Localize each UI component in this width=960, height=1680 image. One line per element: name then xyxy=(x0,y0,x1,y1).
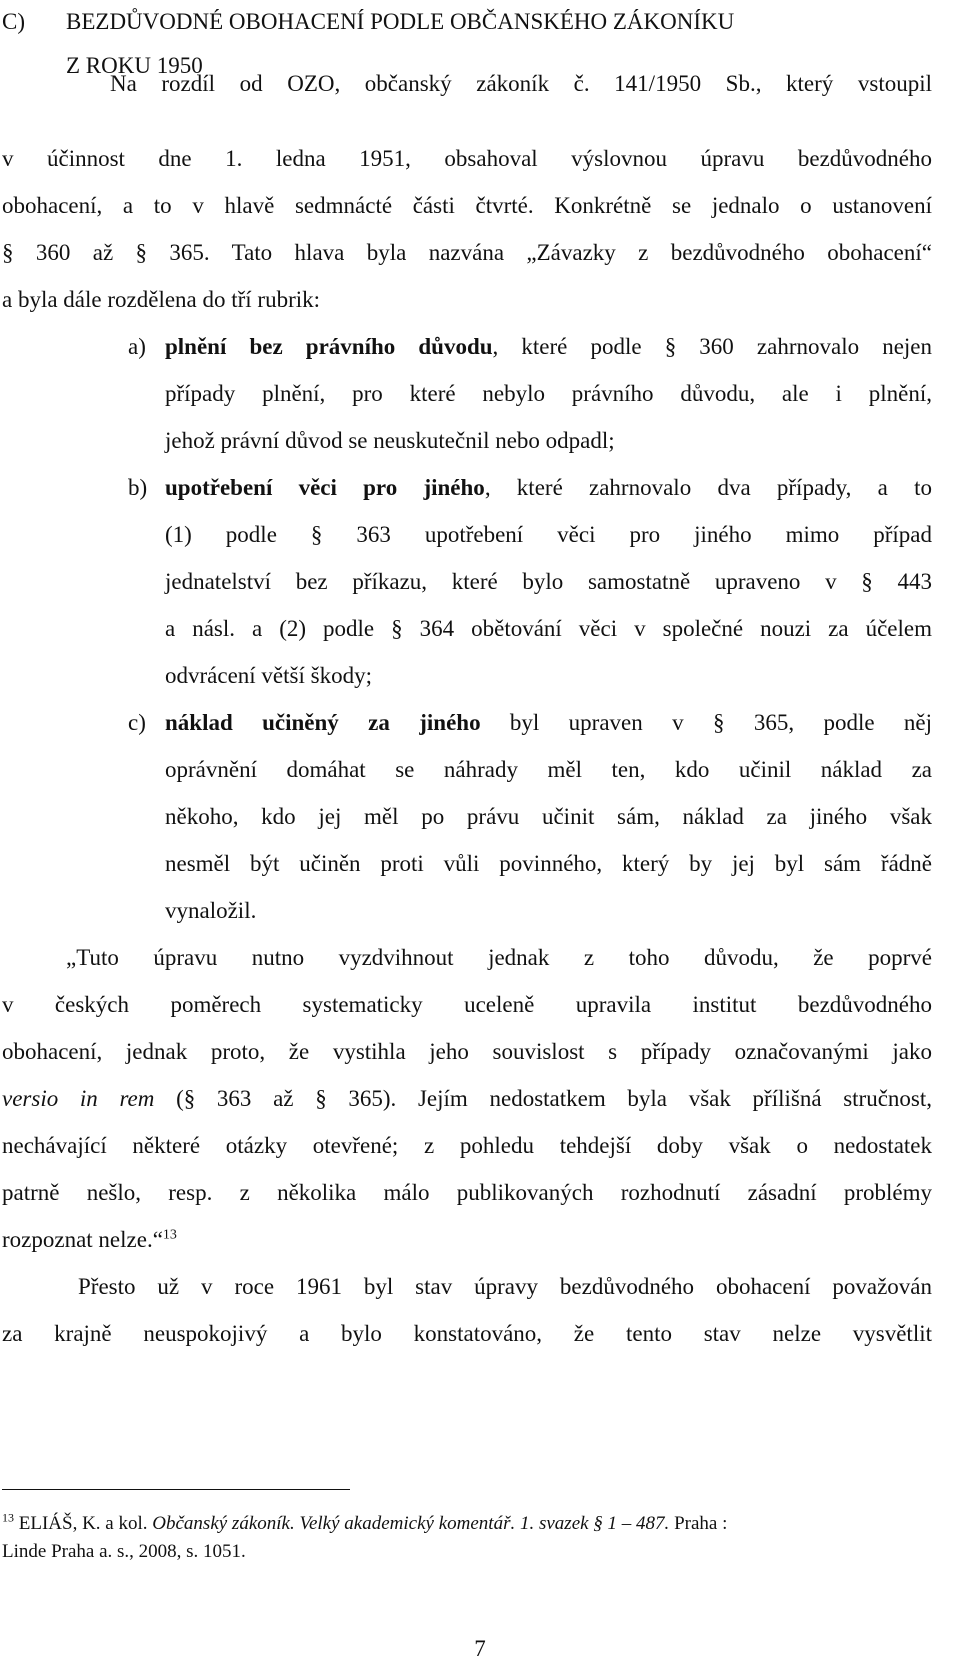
list-item-b-line2: (1) podle § 363 upotřebení věci pro jiného mimo případ xyxy=(165,522,932,547)
list-item-c-bold: náklad učiněný za jiného xyxy=(165,710,481,735)
closing-line-1: Přesto už v roce 1961 byl stav úpravy bezdůvodného obohacení považován xyxy=(78,1274,932,1299)
list-item-c-line2: oprávnění domáhat se náhrady měl ten, kdo učinil náklad za xyxy=(165,757,932,782)
footnote-separator xyxy=(2,1489,350,1490)
footnote-number: 13 xyxy=(2,1510,14,1525)
latin-term: versio in rem xyxy=(2,1086,155,1111)
intro-line-2: v účinnost dne 1. ledna 1951, obsahoval výslovnou úpravu bezdůvodného xyxy=(2,146,932,171)
closing-line-2: za krajně neuspokojivý a bylo konstatováno, že tento stav nelze vysvětlit xyxy=(2,1321,932,1346)
quote-line-5: nechávající některé otázky otevřené; z pohledu tehdejší doby však o nedostatek xyxy=(2,1133,932,1158)
list-item-b-line1: upotřebení věci pro jiného, které zahrnovalo dva případy, a to xyxy=(165,475,932,500)
quote-line-3: obohacení, jednak proto, že vystihla jeho souvislost s případy označovanými jako xyxy=(2,1039,932,1064)
quote-line-4: versio in rem (§ 363 až § 365). Jejím nedostatkem byla však přílišná stručnost, xyxy=(2,1086,933,1111)
list-item-c-line3: někoho, kdo jej měl po právu učinit sám, náklad za jiného však xyxy=(165,804,932,829)
intro-line-1: Na rozdíl od OZO, občanský zákoník č. 141/1950 Sb., který vstoupil xyxy=(110,71,932,96)
list-item-a-marker: a) xyxy=(128,334,146,359)
section-label: C) xyxy=(2,9,25,34)
quote-line-7: rozpoznat nelze.“$^{13}$ xyxy=(2,1227,177,1252)
list-item-c-line4: nesměl být učiněn proti vůli povinného, který by jej byl sám řádně xyxy=(165,851,932,876)
quote-line-6: patrně nešlo, resp. z několika málo publikovaných rozhodnutí zásadní problémy xyxy=(2,1180,932,1205)
list-item-b-line5: odvrácení větší škody; xyxy=(165,663,372,688)
page-number: 7 xyxy=(474,1636,486,1661)
list-item-a-bold: plnění bez právního důvodu xyxy=(165,334,493,359)
section-title-line1: BEZDŮVODNÉ OBOHACENÍ PODLE OBČANSKÉHO ZÁKONÍKU xyxy=(66,9,735,34)
list-item-b-marker: b) xyxy=(128,475,148,500)
footnote-reference[interactable]: 13 xyxy=(162,1227,177,1243)
list-item-a-line3: jehož právní důvod se neuskutečnil nebo odpadl; xyxy=(165,428,615,453)
intro-line-4: § 360 až § 365. Tato hlava byla nazvána „Závazky z bezdůvodného obohacení“ xyxy=(2,240,932,265)
list-item-c-marker: c) xyxy=(128,710,146,735)
list-item-a-line1: plnění bez právního důvodu, které podle § 360 zahrnovalo nejen xyxy=(165,334,932,359)
intro-line-3: obohacení, a to v hlavě sedmnácté části čtvrté. Konkrétně se jednalo o ustanovení xyxy=(2,193,932,218)
list-item-c-line1: náklad učiněný za jiného byl upraven v § 365, podle něj xyxy=(165,710,932,735)
list-item-b-line4: a násl. a (2) podle § 364 obětování věci v společné nouzi za účelem xyxy=(165,616,932,641)
intro-line-5: a byla dále rozdělena do tří rubrik: xyxy=(2,287,321,312)
list-item-b-line3: jednatelství bez příkazu, které bylo samostatně upraveno v § 443 xyxy=(165,569,932,594)
list-item-a-line2: případy plnění, pro které nebylo právního důvodu, ale i plnění, xyxy=(165,381,932,406)
footnote-line-2: Linde Praha a. s., 2008, s. 1051. xyxy=(2,1541,246,1562)
list-item-c-line5: vynaložil. xyxy=(165,898,257,923)
footnote: $^{13}$ ELIÁŠ, K. a kol. Občanský zákoník. Velký akademický komentář. 1. svazek § 1 – 487. Praha : xyxy=(2,1510,728,1534)
list-item-b-bold: upotřebení věci pro jiného xyxy=(165,475,485,500)
section-title-line2: Z ROKU 1950 xyxy=(66,53,203,78)
quote-line-2: v českých poměrech systematicky uceleně upravila institut bezdůvodného xyxy=(2,992,932,1017)
quote-line-1: „Tuto úpravu nutno vyzdvihnout jednak z toho důvodu, že poprvé xyxy=(66,945,932,970)
footnote-title: Občanský zákoník. Velký akademický komentář. 1. svazek § 1 – 487. xyxy=(152,1513,670,1534)
